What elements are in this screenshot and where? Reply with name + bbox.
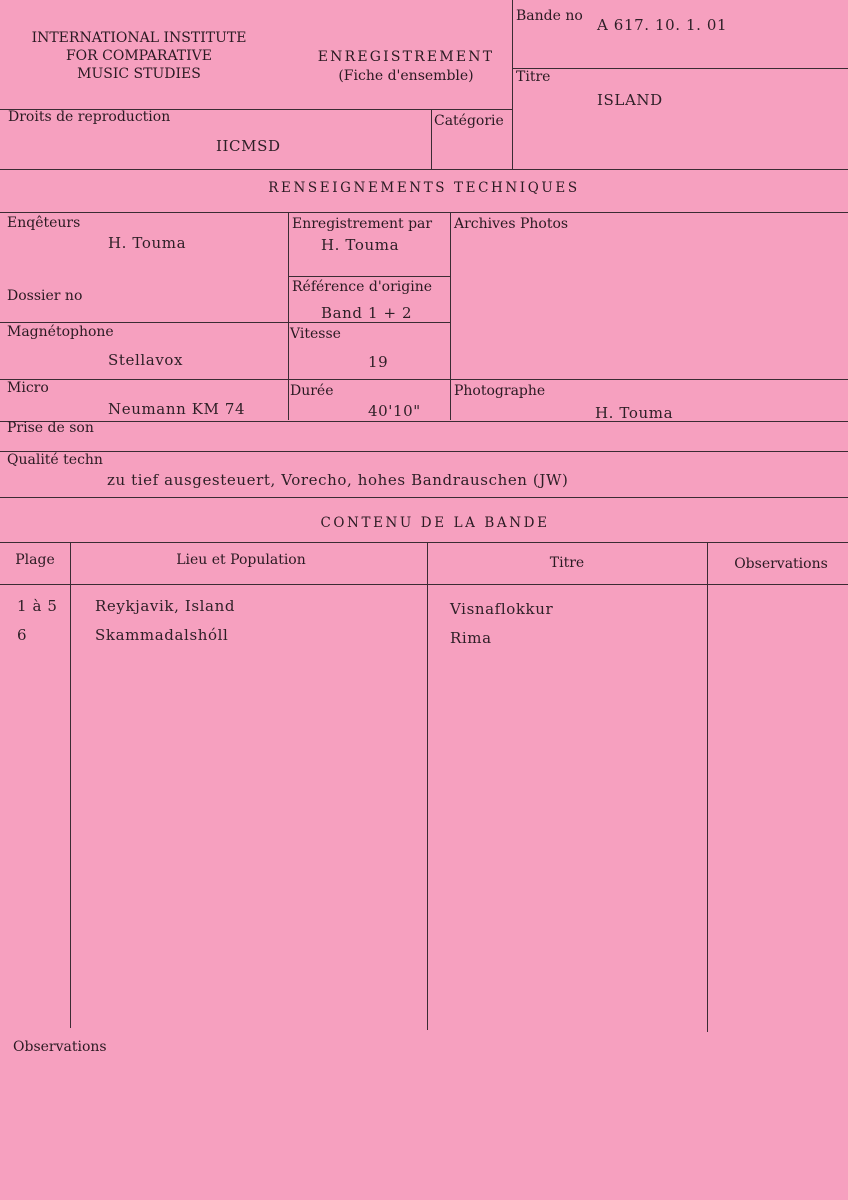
rule-h-table-top [0, 542, 848, 543]
observations-label: Observations [13, 1039, 107, 1055]
row-2-titre: Rima [450, 629, 492, 647]
rule-h-reference [288, 276, 450, 277]
enqueteurs-label: Enqêteurs [7, 215, 81, 231]
doc-type: ENREGISTREMENT [317, 49, 495, 65]
rule-v-categorie [431, 109, 432, 169]
rule-v-tech-2 [450, 212, 451, 420]
column-header-lieu: Lieu et Population [176, 552, 306, 568]
rule-v-col-lieu [427, 542, 428, 1030]
rule-h-qualite [0, 451, 848, 452]
qualite-label: Qualité techn [7, 452, 103, 468]
row-2-plage: 6 [17, 626, 28, 644]
qualite-value: zu tief ausgesteuert, Vorecho, hohes Bandrauschen (JW) [107, 471, 569, 489]
institute-line1: INTERNATIONAL INSTITUTE [31, 30, 247, 46]
droits-label: Droits de reproduction [8, 109, 171, 125]
enqueteurs-value: H. Touma [108, 234, 187, 252]
column-header-titre: Titre [549, 555, 585, 571]
reference-label: Référence d'origine [292, 279, 433, 295]
doc-subtype: (Fiche d'ensemble) [338, 68, 474, 84]
dossier-label: Dossier no [7, 288, 83, 304]
rule-h-tech-top [0, 212, 848, 213]
magnetophone-value: Stellavox [108, 351, 184, 369]
column-header-observations: Observations [734, 556, 828, 572]
rule-h-contenu-top [0, 497, 848, 498]
institute-line2: FOR COMPARATIVE [65, 48, 213, 64]
row-2-lieu: Skammadalshóll [95, 626, 229, 644]
rule-h-header-bottom [0, 169, 848, 170]
rule-v-bande [512, 0, 513, 170]
rule-h-micro [0, 379, 848, 380]
row-1-lieu: Reykjavik, Island [95, 597, 236, 615]
institute-line3: MUSIC STUDIES [77, 66, 201, 82]
rule-h-titre [512, 68, 848, 69]
archives-label: Archives Photos [454, 216, 569, 232]
rule-h-prise [0, 421, 848, 422]
enregistrement-label: Enregistrement par [292, 216, 433, 232]
photographe-value: H. Touma [595, 404, 674, 422]
prise-label: Prise de son [7, 420, 94, 436]
duree-label: Durée [290, 383, 334, 399]
droits-value: IICMSD [216, 137, 281, 155]
titre-label: Titre [516, 69, 551, 85]
micro-value: Neumann KM 74 [108, 400, 246, 418]
rule-h-table-header [0, 584, 848, 585]
bande-value: A 617. 10. 1. 01 [597, 16, 728, 34]
tech-section-title: RENSEIGNEMENTS TECHNIQUES [268, 180, 580, 196]
categorie-label: Catégorie [434, 113, 504, 129]
duree-value: 40'10" [368, 402, 421, 420]
photographe-label: Photographe [454, 383, 546, 399]
vitesse-label: Vitesse [290, 326, 341, 342]
rule-v-col-titre [707, 542, 708, 1032]
reference-value: Band 1 + 2 [321, 304, 413, 322]
row-1-plage: 1 à 5 [17, 597, 58, 615]
enregistrement-value: H. Touma [321, 236, 400, 254]
contenu-section-title: CONTENU DE LA BANDE [320, 515, 550, 531]
micro-label: Micro [7, 380, 49, 396]
rule-v-col-plage [70, 542, 71, 1028]
titre-value: ISLAND [597, 91, 663, 109]
row-1-titre: Visnaflokkur [450, 600, 554, 618]
vitesse-value: 19 [368, 353, 389, 371]
bande-label: Bande no [516, 8, 583, 24]
magnetophone-label: Magnétophone [7, 324, 114, 340]
column-header-plage: Plage [15, 552, 55, 568]
